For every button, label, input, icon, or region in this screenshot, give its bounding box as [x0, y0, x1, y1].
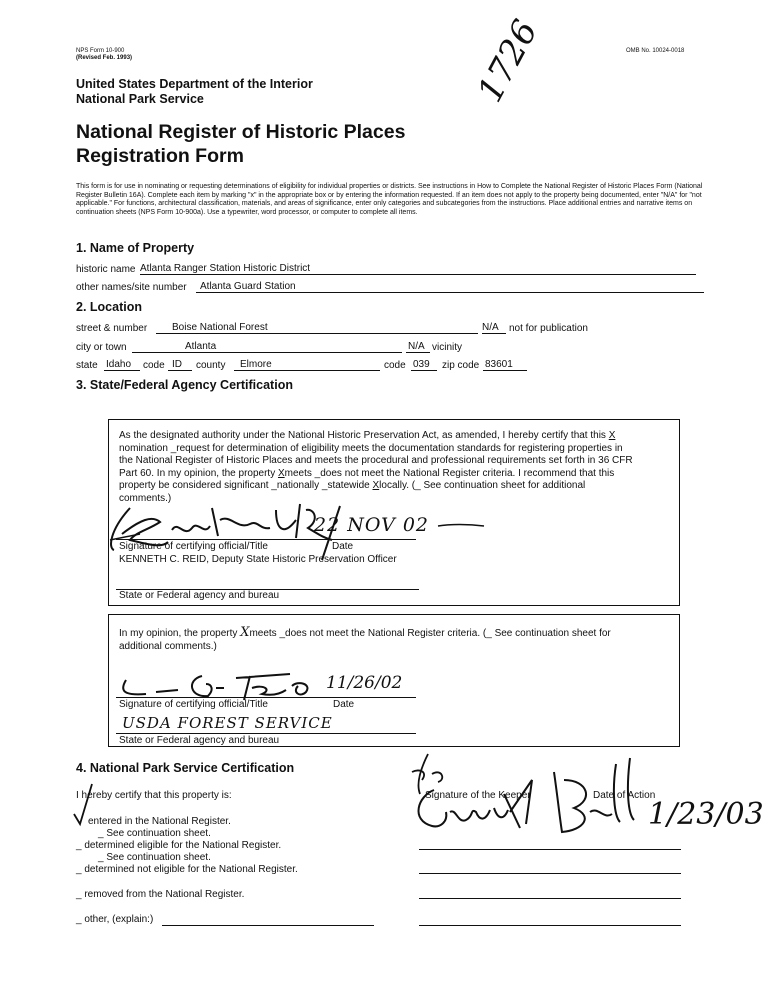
other-names-label: other names/site number [76, 282, 187, 293]
cert-line-1: As the designated authority under the National Historic Preservation Act, as amended, I hereby certify that this [119, 430, 606, 441]
nps-item-entered: entered in the National Register. [88, 816, 231, 827]
nps-item-removed: _ removed from the National Register. [76, 889, 245, 900]
nps-item-continuation-2: _ See continuation sheet. [98, 852, 211, 863]
city-label: city or town [76, 342, 127, 353]
nps-intro: I hereby certify that this property is: [76, 790, 232, 801]
date-of-action-label: Date of Action [593, 790, 656, 801]
page-title: National Register of Historic Places [76, 121, 406, 143]
not-for-publication-value: N/A [482, 322, 499, 333]
cert-line-3: the National Register of Historic Places and meets the procedural and professional requirements set forth in 36 CFR [119, 455, 633, 466]
cert-mark-1: X [608, 430, 616, 441]
city-field [132, 341, 402, 353]
section-4-heading: 4. National Park Service Certification [76, 761, 295, 775]
keeper-date: 1/23/03 [648, 797, 764, 832]
state-code-label: code [143, 360, 165, 371]
other-names-value: Atlanta Guard Station [200, 281, 296, 292]
keeper-line-2 [419, 849, 681, 850]
nps-item-other-label: other, (explain:) [84, 914, 154, 925]
historic-name-label: historic name [76, 264, 136, 275]
nps-item-continuation-2-label: See continuation sheet. [106, 852, 211, 863]
department-name: United States Department of the Interior [76, 77, 313, 91]
street-label: street & number [76, 323, 148, 334]
nps-item-eligible: _ determined eligible for the National Register. [76, 840, 282, 851]
section-3-heading: 3. State/Federal Agency Certification [76, 378, 293, 392]
form-revised: (Revised Feb. 1993) [76, 55, 133, 61]
section-2-heading: 2. Location [76, 300, 142, 314]
other-explain-line [162, 925, 374, 926]
street-field [156, 322, 478, 334]
page-subtitle: Registration Form [76, 145, 244, 167]
opinion-line-2: additional comments.) [119, 640, 217, 652]
opinion-line-1: In my opinion, the property [119, 628, 238, 639]
county-value: Elmore [240, 359, 272, 370]
state-code-field [168, 359, 192, 371]
not-for-publication-field [482, 322, 506, 334]
signature-label-1: Signature of certifying official/Title [119, 541, 268, 552]
agency-label-2: State or Federal agency and bureau [119, 735, 280, 746]
keeper-line-5 [419, 925, 681, 926]
nps-item-other: _ other, (explain:) [76, 914, 154, 925]
date-label-2: Date [333, 699, 355, 710]
not-for-publication-label: not for publication [509, 323, 588, 334]
date-label-1: Date [332, 541, 354, 552]
signature-line-2 [116, 697, 416, 698]
cert-line-4b: meets _does not meet the National Register criteria. I recommend that this [284, 467, 615, 479]
keeper-label: Signature of the Keeper [425, 790, 531, 801]
signature-line-1 [116, 539, 416, 540]
section-1-heading: 1. Name of Property [76, 241, 195, 255]
signed-date-2: 11/26/02 [326, 673, 403, 693]
cert-line-2: nomination _request for determination of eligibility meets the documentation standards for registering properties in [119, 442, 623, 454]
service-name: National Park Service [76, 92, 204, 106]
county-code-label: code [384, 360, 406, 371]
form-number: NPS Form 10-900 [76, 48, 125, 54]
vicinity-label: vicinity [432, 342, 463, 353]
street-value: Boise National Forest [172, 322, 268, 333]
county-code-value: 039 [413, 359, 430, 370]
zip-value: 83601 [485, 359, 513, 370]
agency-value-2: USDA FOREST SERVICE [122, 714, 333, 732]
zip-label: zip code [442, 360, 480, 371]
handwritten-number: 1726 [470, 13, 546, 109]
cert-line-6: comments.) [119, 492, 172, 504]
signature-label-2: Signature of certifying official/Title [119, 699, 268, 710]
omb-number: OMB No. 10024-0018 [626, 48, 685, 54]
zip-field [483, 359, 527, 371]
agency-label-1: State or Federal agency and bureau [119, 590, 280, 601]
signer-name: KENNETH C. REID, Deputy State Historic Preservation Officer [119, 554, 397, 565]
state-label: state [76, 360, 98, 371]
cert-line-5a: property be considered significant _nationally _statewide [119, 480, 370, 491]
historic-name-field [140, 263, 696, 275]
keeper-line-4 [419, 898, 681, 899]
county-field [234, 359, 380, 371]
cert-line-4a: Part 60. In my opinion, the property [119, 467, 276, 479]
county-code-field [411, 359, 437, 371]
historic-name-value: Atlanta Ranger Station Historic District [140, 263, 311, 274]
state-value: Idaho [106, 359, 132, 370]
cert-mark-3: X [372, 480, 380, 491]
keeper-signature [398, 750, 648, 850]
keeper-line-3 [419, 873, 681, 874]
intro-text: This form is for use in nominating or requesting determinations of eligibility for individual properties or districts. See instructions in How to Complete the National Register of Historic Places Form (National Register Bulletin 16A). Complete each item by marking "x" in the appropriate box or by entering the information requested. If an item does not apply to the property being documented, enter "N/A" for "not applicable." For functions, architectural classification, materials, and areas of significance, enter only categories and subcategories from the instructions. Place additional entries and narrative items on continuation sheets (NPS Form 10-900a). Use a typewriter, word processor, or computer to complete all items. [76, 183, 703, 216]
county-label: county [196, 360, 226, 371]
nps-item-not-eligible: _ determined not eligible for the National Register. [76, 864, 298, 875]
cert-mark-2: X [277, 467, 285, 479]
agency-line-2 [116, 733, 416, 734]
state-code-value: ID [172, 359, 182, 370]
nps-item-removed-label: removed from the National Register. [84, 889, 245, 900]
nps-item-continuation-1: _ See continuation sheet. [98, 828, 211, 839]
opinion-text: In my opinion, the property Xmeets _does not meet the National Register criteria. (_ See continuation sheet for additional comments.) [119, 627, 674, 653]
city-value: Atlanta [185, 341, 217, 352]
signed-date-1: 22 NOV 02 [314, 514, 430, 536]
nps-item-continuation-1-label: See continuation sheet. [106, 828, 211, 839]
state-field [104, 359, 140, 371]
opinion-line-1b: meets _does not meet the National Register criteria. (_ See continuation sheet for [249, 628, 611, 639]
other-names-field [196, 281, 704, 293]
nps-item-eligible-label: determined eligible for the National Register. [84, 840, 282, 851]
cert-line-5b: locally. (_ See continuation sheet for additional [379, 480, 586, 491]
vicinity-field [406, 341, 430, 353]
nps-item-not-eligible-label: determined not eligible for the National Register. [84, 864, 298, 875]
vicinity-value: N/A [408, 341, 425, 352]
